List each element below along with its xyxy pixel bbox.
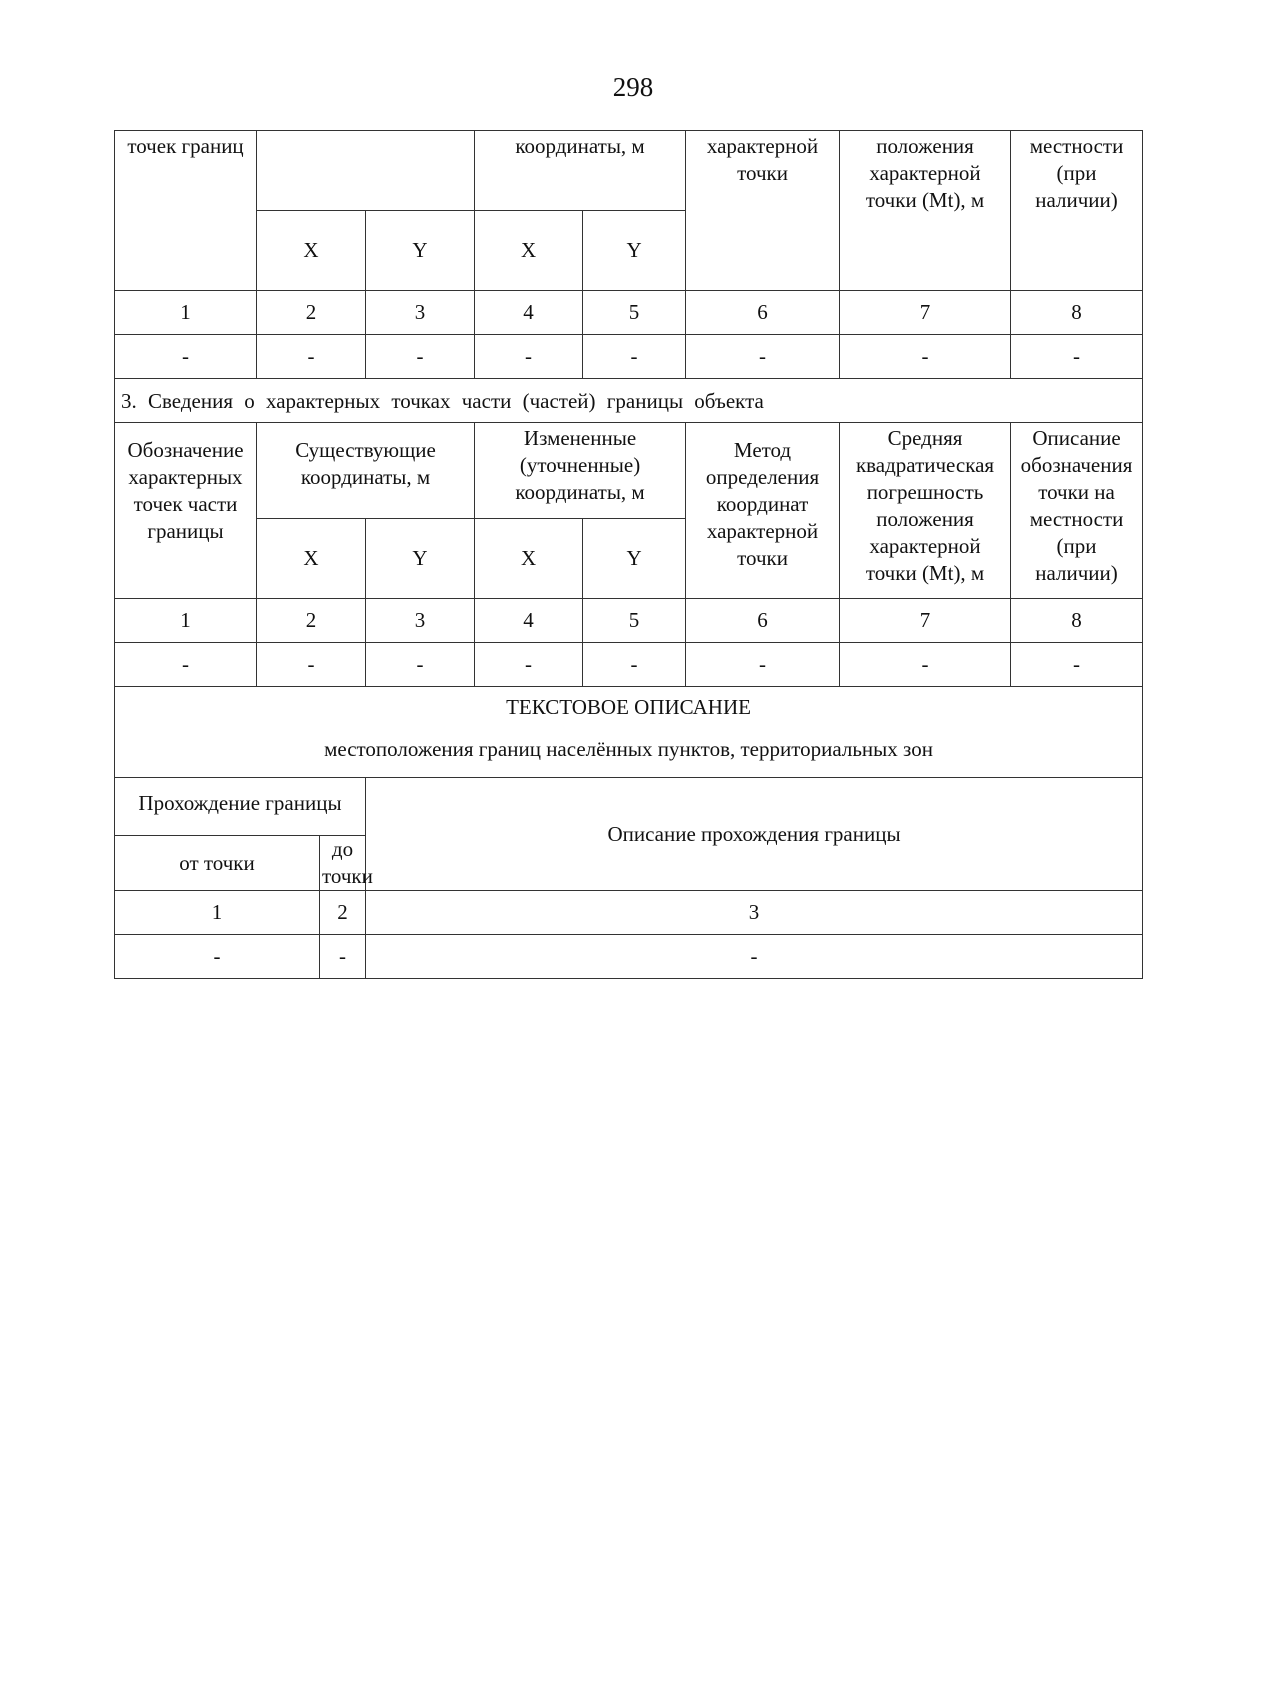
t1-value-cell: -	[115, 335, 257, 379]
t1-header-existing-coords	[257, 131, 475, 211]
t1-col-number: 6	[686, 291, 840, 335]
t1-col-number: 5	[583, 291, 686, 335]
s3-header-point-designation: Обозначение характерных точек части границы	[115, 423, 257, 599]
s3-col-number: 5	[583, 599, 686, 643]
s3-col-number: 8	[1011, 599, 1143, 643]
t1-value-cell: -	[840, 335, 1011, 379]
s3-header-method: Метод определения координат характерной точки	[686, 423, 840, 599]
s3-value-cell: -	[366, 643, 475, 687]
td-col-number: 1	[115, 891, 320, 935]
text-description-block	[115, 687, 1143, 778]
to-point-header: до точки	[320, 836, 366, 891]
page-number: 298	[612, 72, 654, 102]
s3-header-y-existing: Y	[366, 519, 475, 599]
s3-value-cell: -	[686, 643, 840, 687]
t1-value-cell: -	[366, 335, 475, 379]
t1-value-cell: -	[1011, 335, 1143, 379]
t1-col-number: 8	[1011, 291, 1143, 335]
t1-header-x-changed: X	[475, 211, 583, 291]
s3-value-cell: -	[583, 643, 686, 687]
td-value-cell: -	[366, 935, 1143, 979]
t1-header-method: характерной точки	[686, 131, 840, 291]
s3-header-error: Средняя квадратическая погрешность положения характерной точки (Mt), м	[840, 423, 1011, 599]
t1-col-number: 2	[257, 291, 366, 335]
s3-value-cell: -	[115, 643, 257, 687]
t1-header-error: положения характерной точки (Mt), м	[840, 131, 1011, 291]
t1-value-cell: -	[686, 335, 840, 379]
t1-col-number: 4	[475, 291, 583, 335]
t1-header-point-designation: точек границ	[115, 131, 257, 291]
t1-header-changed-coords: координаты, м	[475, 131, 686, 211]
s3-col-number: 4	[475, 599, 583, 643]
t1-value-cell: -	[583, 335, 686, 379]
s3-col-number: 7	[840, 599, 1011, 643]
s3-value-cell: -	[1011, 643, 1143, 687]
t1-col-number: 1	[115, 291, 257, 335]
s3-header-y-changed: Y	[583, 519, 686, 599]
t1-col-number: 7	[840, 291, 1011, 335]
s3-header-x-existing: X	[257, 519, 366, 599]
t1-header-x-existing: X	[257, 211, 366, 291]
s3-header-marking: Описание обозначения точки на местности (при наличии)	[1011, 423, 1143, 599]
s3-value-cell: -	[840, 643, 1011, 687]
td-col-number: 2	[320, 891, 366, 935]
s3-value-cell: -	[475, 643, 583, 687]
s3-col-number: 6	[686, 599, 840, 643]
td-value-cell: -	[115, 935, 320, 979]
boundary-points-table	[114, 130, 1143, 979]
text-description-subtitle: местоположения границ населённых пунктов, территориальных зон	[324, 737, 933, 761]
s3-header-existing-coords: Существующие координаты, м	[257, 423, 475, 519]
t1-value-cell: -	[475, 335, 583, 379]
text-description-title: ТЕКСТОВОЕ ОПИСАНИЕ	[506, 695, 751, 719]
td-col-number: 3	[366, 891, 1143, 935]
passage-header: Прохождение границы	[115, 778, 366, 836]
description-header: Описание прохождения границы	[366, 778, 1143, 891]
td-value-cell: -	[320, 935, 366, 979]
t1-header-y-existing: Y	[366, 211, 475, 291]
s3-header-x-changed: X	[475, 519, 583, 599]
s3-value-cell: -	[257, 643, 366, 687]
from-point-header: от точки	[115, 836, 320, 891]
t1-value-cell: -	[257, 335, 366, 379]
t1-header-y-changed: Y	[583, 211, 686, 291]
s3-col-number: 1	[115, 599, 257, 643]
s3-header-changed-coords: Измененные (уточненные) координаты, м	[475, 423, 686, 519]
s3-col-number: 3	[366, 599, 475, 643]
t1-col-number: 3	[366, 291, 475, 335]
s3-col-number: 2	[257, 599, 366, 643]
t1-header-marking: местности (при наличии)	[1011, 131, 1143, 291]
section-3-title: 3. Сведения о характерных точках части (частей) границы объекта	[115, 379, 1143, 423]
